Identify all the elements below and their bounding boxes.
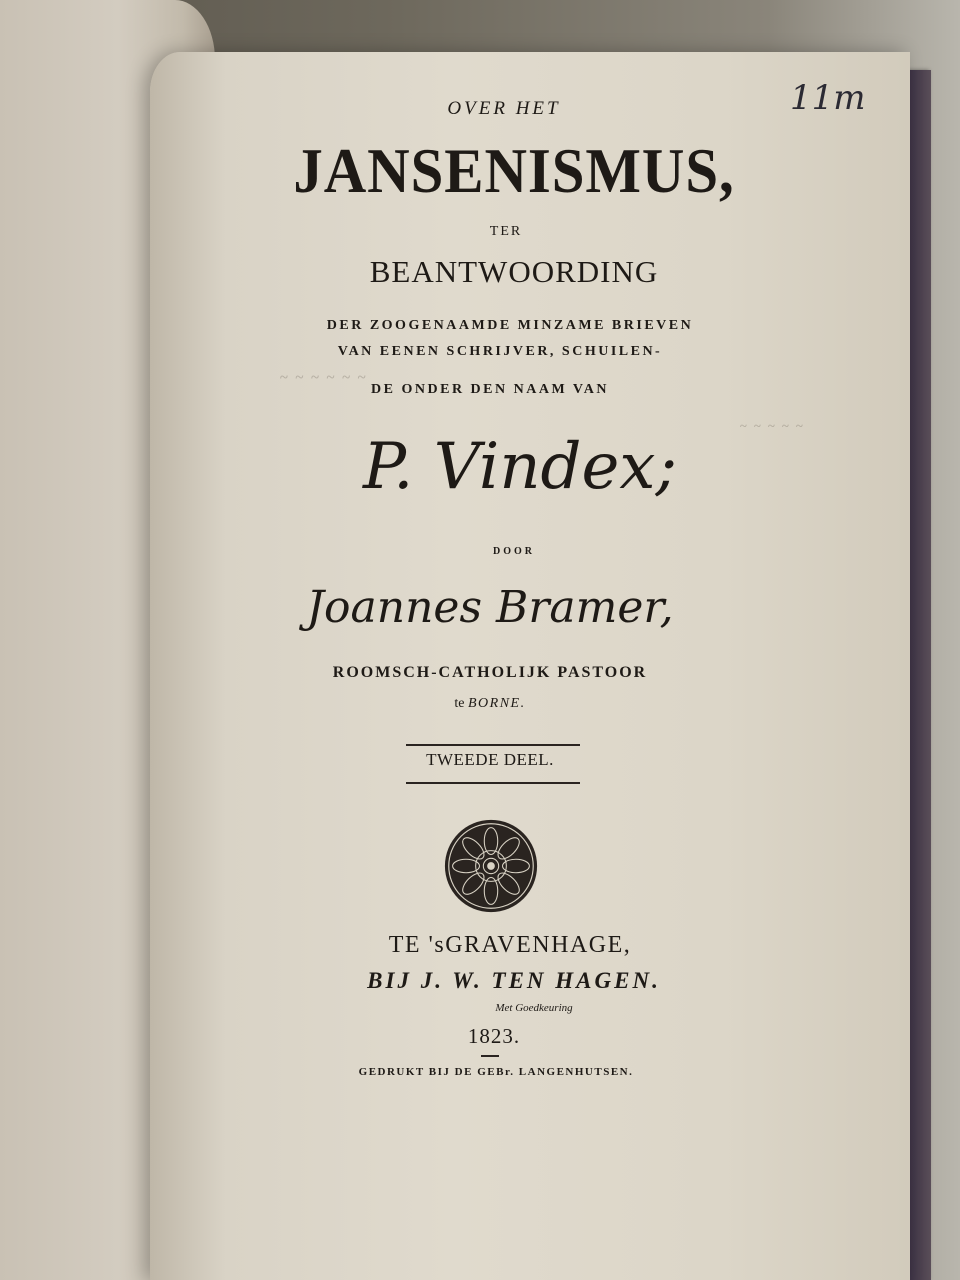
author-name: Joannes Bramer, (306, 582, 674, 633)
divider-rule (406, 782, 580, 784)
volume-label: TWEEDE DEEL. (426, 750, 554, 769)
subtitle-line-3: DE ONDER DEN NAAM VAN (371, 382, 609, 397)
subtitle-line-1: DER ZOOGENAAMDE MINZAME BRIEVEN (326, 318, 694, 333)
author-place-prefix: te (454, 696, 465, 711)
by-label: DOOR (493, 546, 535, 557)
subtitle-line-2: VAN EENEN SCHRIJVER, SCHUILEN- (337, 344, 663, 359)
rosette-ornament-icon (443, 818, 539, 914)
publication-city: TE 'sGRAVENHAGE, (388, 932, 632, 958)
author-title: ROOMSCH-CATHOLIJK PASTOOR (332, 664, 648, 681)
title-page (150, 52, 910, 1280)
author-place-name: BORNE. (468, 696, 526, 711)
show-through-text: ~ ~ ~ ~ ~ ~ (280, 370, 368, 386)
title-connector: TER (489, 224, 523, 239)
handwritten-annotation: 11m (790, 78, 866, 118)
author-place (150, 696, 830, 712)
short-rule (481, 1055, 499, 1057)
title-page-content (150, 52, 910, 1280)
publication-year: 1823. (467, 1024, 521, 1048)
title-prefix: OVER HET (447, 98, 561, 119)
approval-note: Met Goedkeuring (495, 1002, 573, 1014)
show-through-text: ~ ~ ~ ~ ~ (740, 418, 805, 433)
publisher: BIJ J. W. TEN HAGEN. (367, 968, 661, 993)
pseudonym: P. Vindex; (362, 430, 678, 504)
printer-line: GEDRUKT BIJ DE GEBr. LANGENHUTSEN. (358, 1066, 634, 1078)
divider-rule (406, 744, 580, 746)
subtitle-heading: BEANTWOORDING (369, 254, 659, 289)
book-title: JANSENISMUS, (293, 135, 735, 206)
